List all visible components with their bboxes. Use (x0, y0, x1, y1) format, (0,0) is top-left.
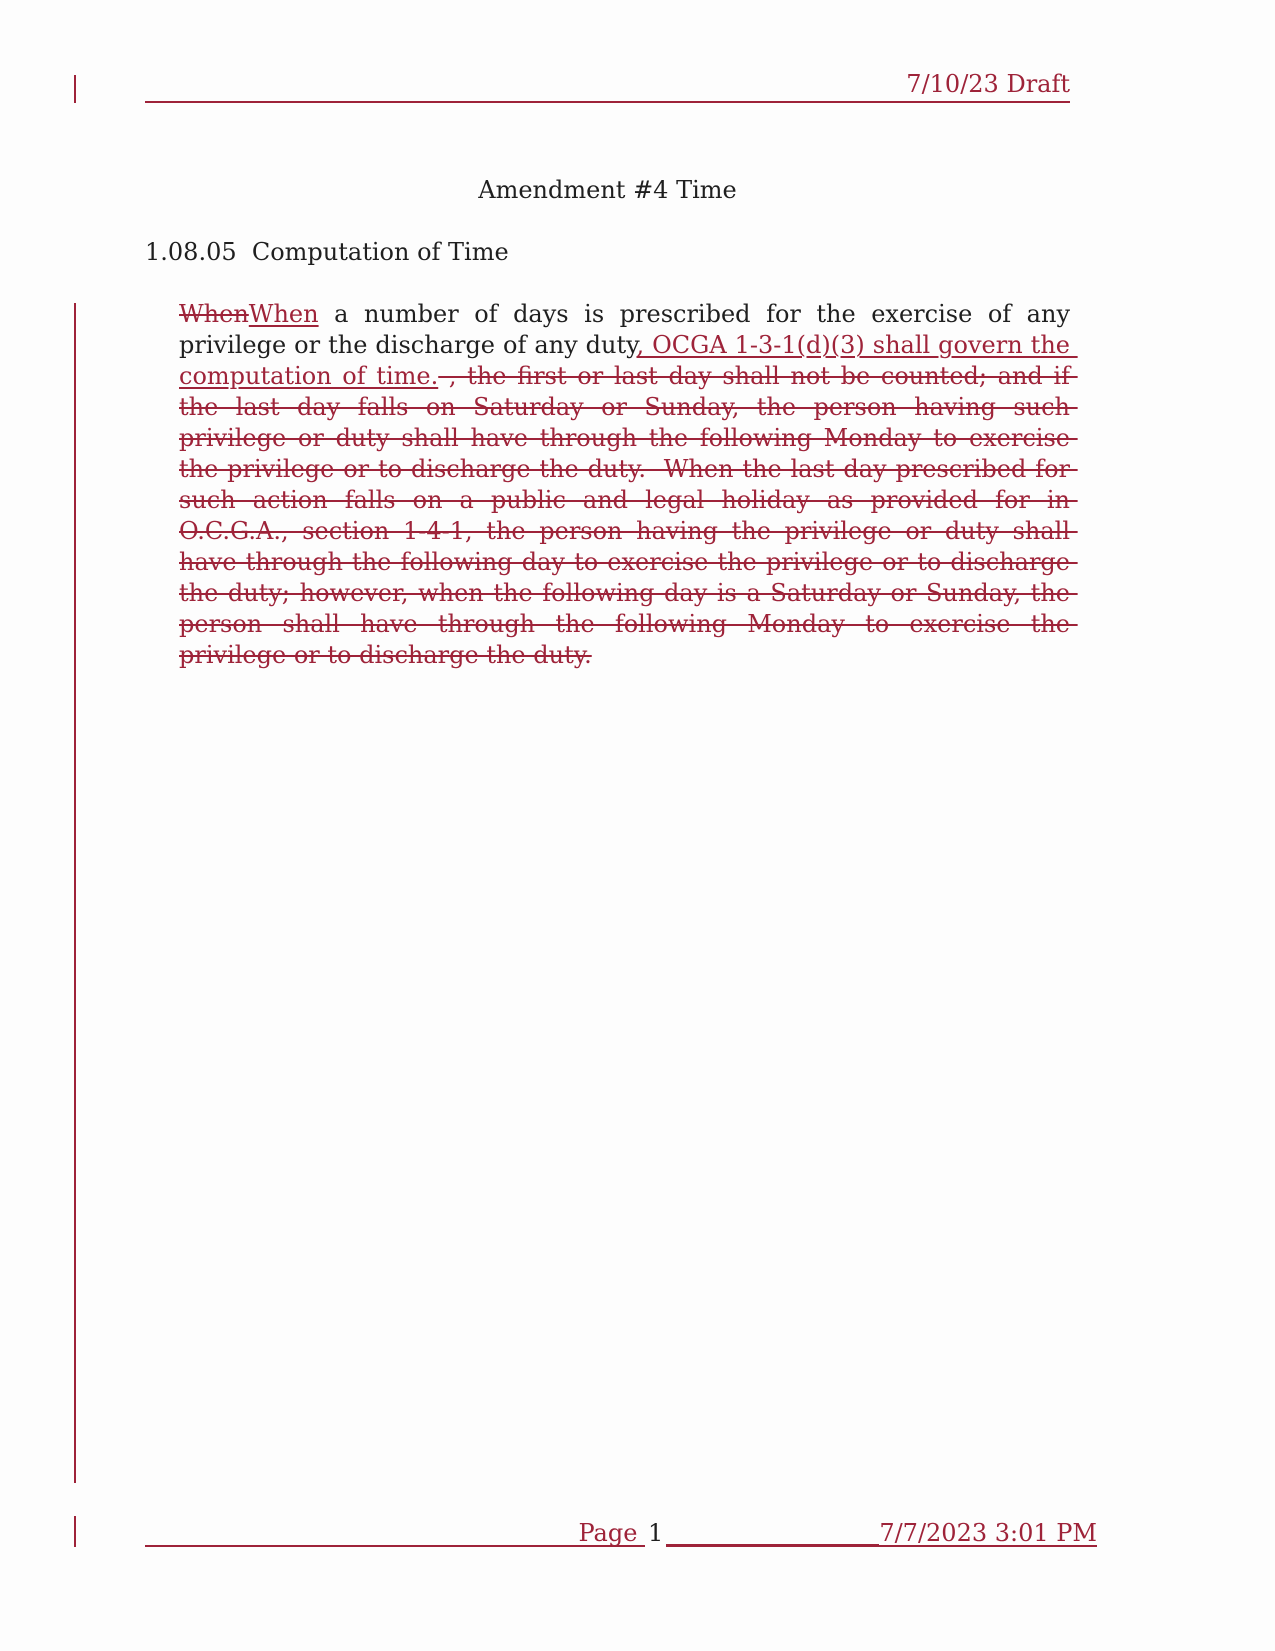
section-heading: 1.08.05 Computation of Time (145, 238, 509, 266)
footer-timestamp: 7/7/2023 3:01 PM (879, 1519, 1097, 1547)
draft-label: 7/10/23 Draft (906, 70, 1070, 98)
tracked-changes-paragraph (179, 299, 1078, 671)
text-run-deleted: When (179, 300, 249, 328)
text-run-inserted: , OCGA 1-3-1(d)(3) shall govern the computation of time. (179, 331, 1078, 390)
footer-page-label: Page (578, 1519, 646, 1547)
tracked-change-bar-body (74, 303, 76, 1483)
text-run-inserted: When (248, 300, 319, 328)
footer-leader-rule (145, 1545, 578, 1547)
text-run-deleted: , the first or last day shall not be counted; and if the last day falls on Saturday or Sunday, the person having such privilege or duty shall have through the following Monday to exercise the privilege or to discharge the duty. When the last day prescribed for such action falls on a public and legal holiday as provided for in O.C.G.A., section 1-4-1, the person having the privilege or duty shall have through the following day to exercise the privilege or to discharge the duty; however, when the following day is a Saturday or Sunday, the person shall have through the following Monday to exercise the privilege or to discharge the duty. (179, 362, 1078, 669)
page-header (145, 71, 1070, 103)
text-run-normal: a number of days is prescribed for the exercise of any privilege or the discharge of any duty (179, 300, 1078, 359)
tracked-change-bar-header (74, 75, 76, 103)
document-title: Amendment #4 Time (478, 176, 737, 204)
tracked-change-bar-footer (74, 1516, 76, 1547)
footer-tab-rule (666, 1544, 879, 1547)
page-footer (145, 1521, 1097, 1547)
footer-page-number: 1 (648, 1519, 664, 1547)
